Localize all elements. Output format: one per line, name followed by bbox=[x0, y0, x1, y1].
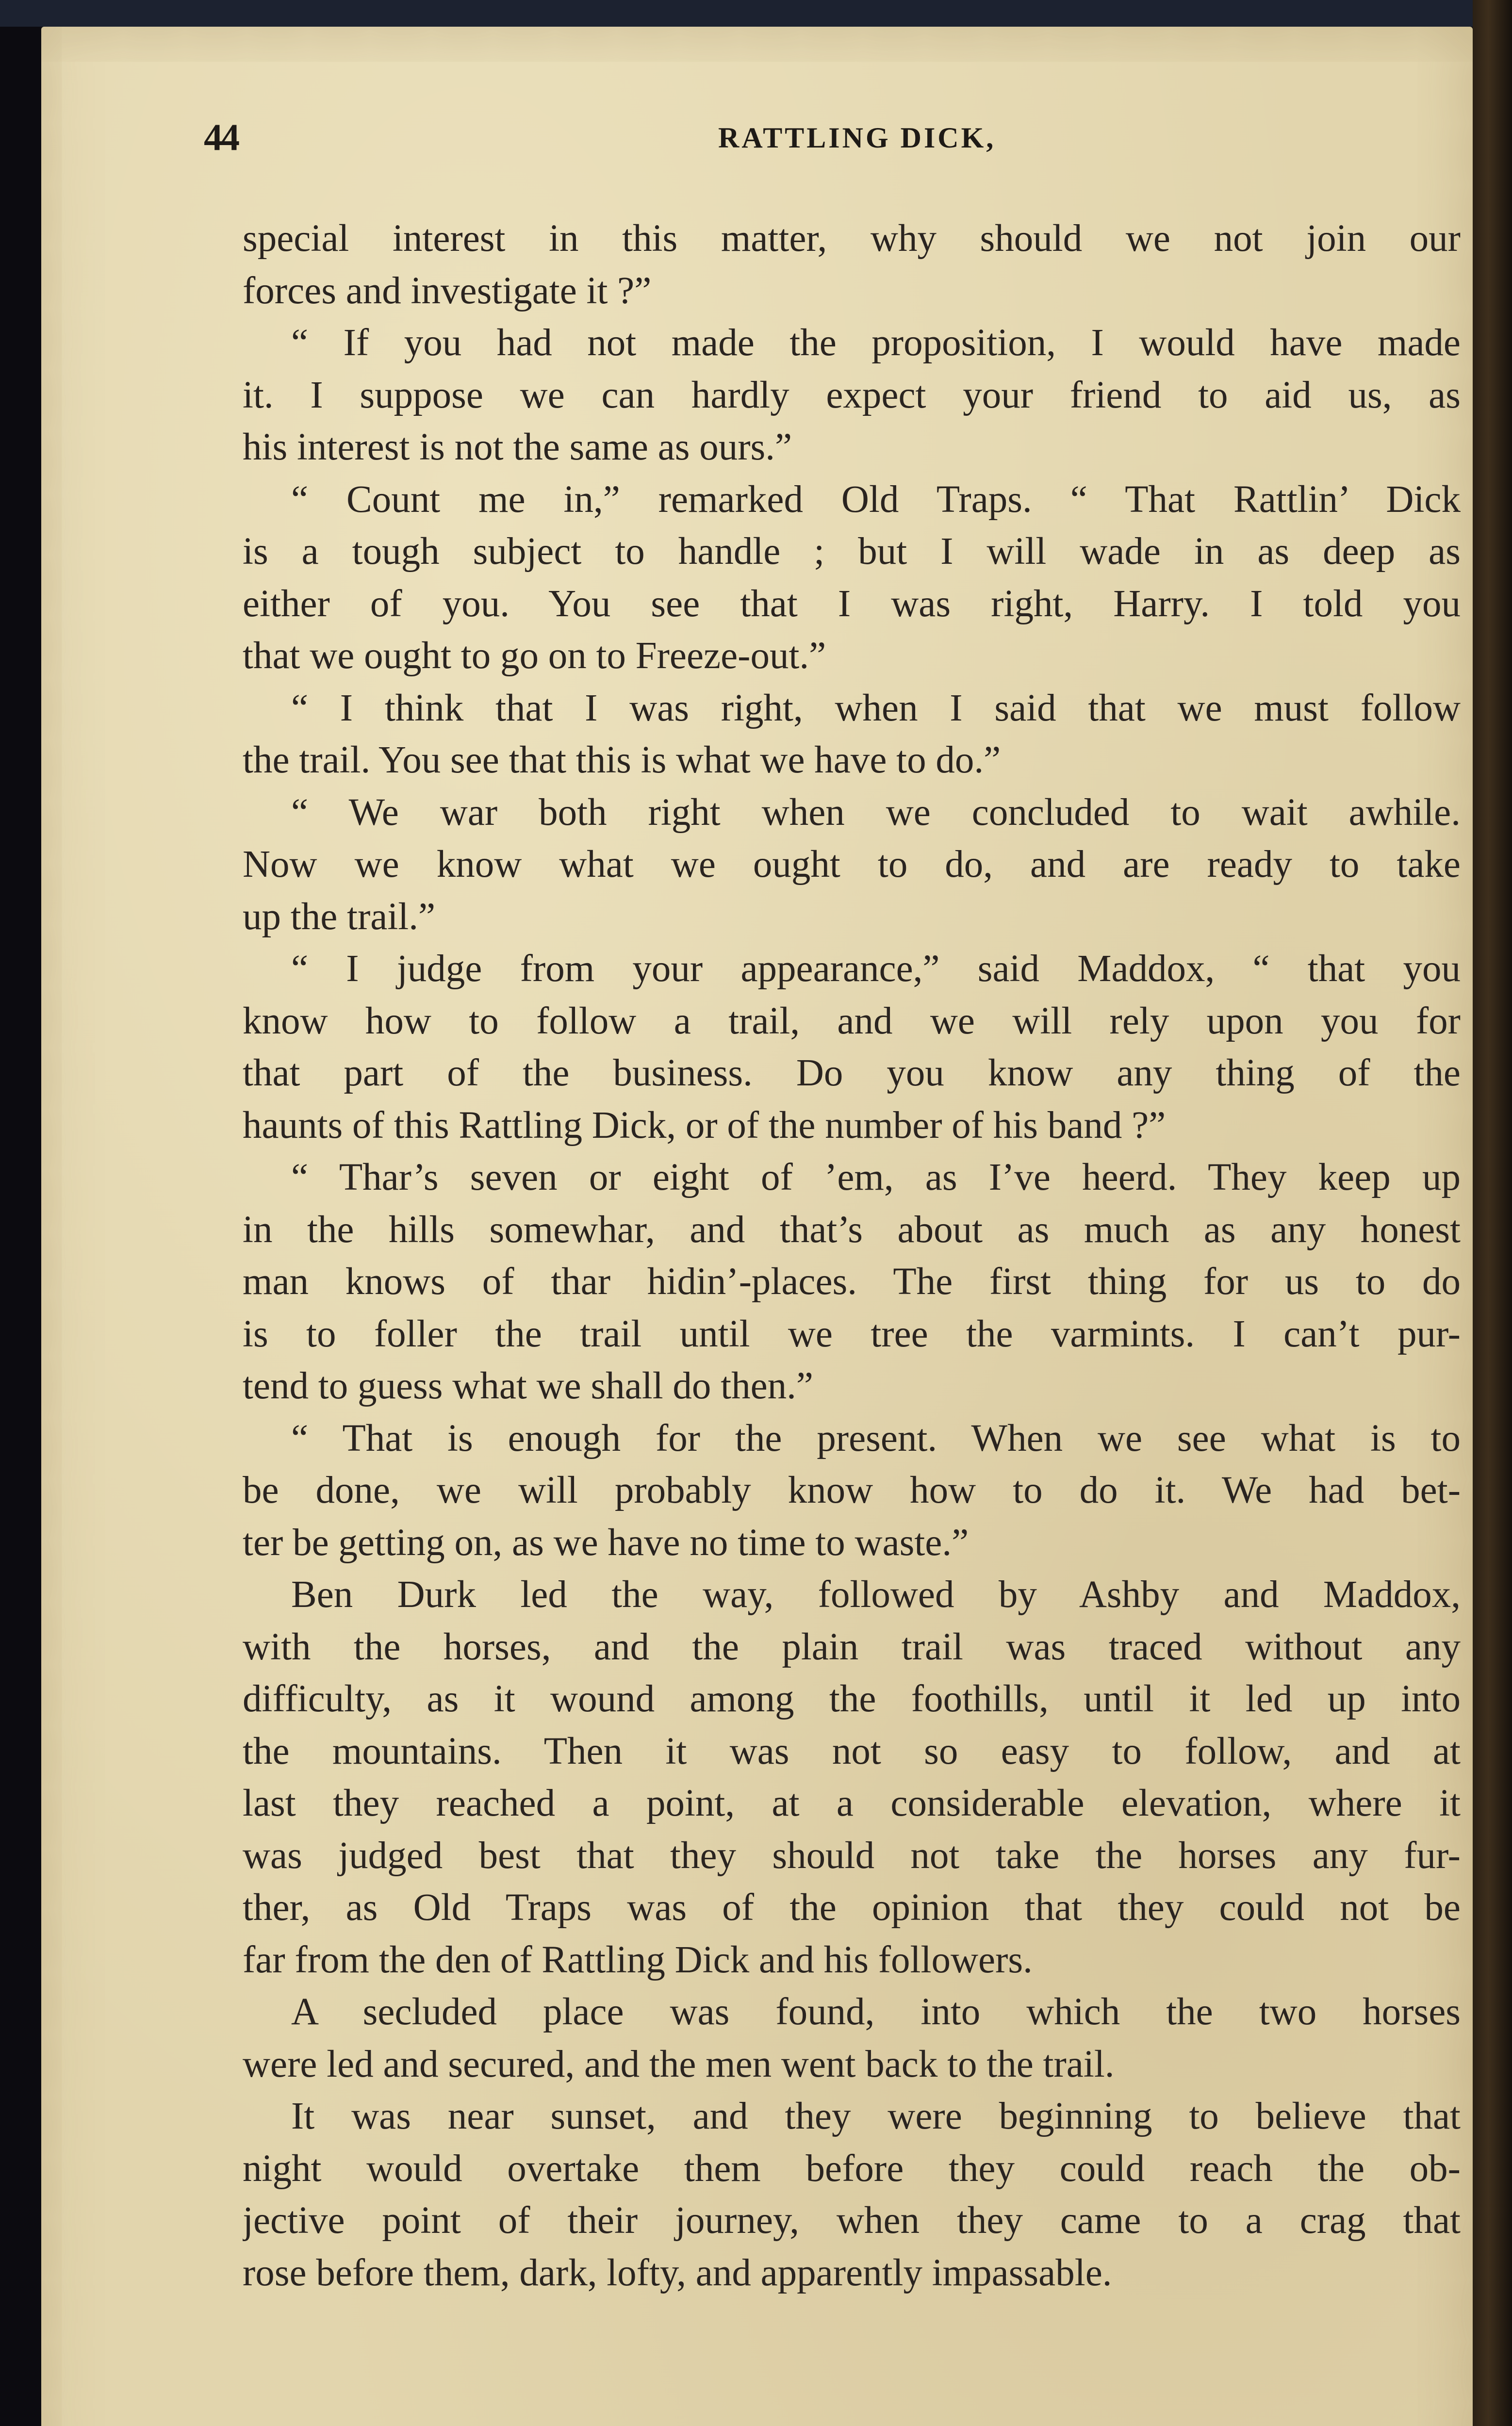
text-line: ter be getting on, as we have no time to waste.” bbox=[243, 1521, 969, 1564]
text-line: “ Count me in,” remarked Old Traps. “ That Rattlin’ Dick bbox=[291, 478, 1461, 521]
text-line: “ We war both right when we concluded to wait awhile. bbox=[291, 791, 1461, 834]
page-header bbox=[204, 115, 1465, 174]
text-line: know how to follow a trail, and we will rely upon you for bbox=[243, 1000, 1461, 1042]
text-line: jective point of their journey, when they came to a crag that bbox=[243, 2199, 1461, 2242]
book-spine-edge bbox=[1473, 0, 1512, 2426]
text-line: difficulty, as it wound among the foothills, until it led up into bbox=[243, 1678, 1461, 1720]
text-line: his interest is not the same as ours.” bbox=[243, 426, 792, 468]
page-number: 44 bbox=[204, 116, 238, 158]
text-line: special interest in this matter, why should we not join our bbox=[243, 217, 1461, 260]
text-line: last they reached a point, at a considerable elevation, where it bbox=[243, 1782, 1461, 1824]
text-line: far from the den of Rattling Dick and his followers. bbox=[243, 1938, 1033, 1981]
text-line: “ That is enough for the present. When we see what is to bbox=[291, 1417, 1461, 1459]
text-line: up the trail.” bbox=[243, 895, 436, 938]
scan-top-edge bbox=[0, 0, 1512, 27]
text-line: “ If you had not made the proposition, I would have made bbox=[291, 322, 1461, 364]
text-line: man knows of thar hidin’-places. The first thing for us to do bbox=[243, 1261, 1461, 1303]
text-line: “ I think that I was right, when I said that we must follow bbox=[291, 687, 1461, 729]
text-line: “ Thar’s seven or eight of ’em, as I’ve heerd. They keep up bbox=[291, 1156, 1461, 1198]
text-line: A secluded place was found, into which the two horses bbox=[291, 1991, 1461, 2033]
text-line: rose before them, dark, lofty, and apparently impassable. bbox=[243, 2251, 1112, 2294]
running-head: RATTLING DICK, bbox=[718, 122, 996, 154]
text-line: haunts of this Rattling Dick, or of the number of his band ?” bbox=[243, 1104, 1166, 1147]
body-text bbox=[243, 213, 1461, 2299]
text-line: the trail. You see that this is what we have to do.” bbox=[243, 739, 1001, 781]
text-line: is a tough subject to handle ; but I will wade in as deep as bbox=[243, 530, 1461, 573]
text-line: night would overtake them before they could reach the ob- bbox=[243, 2147, 1461, 2190]
text-line: “ I judge from your appearance,” said Maddox, “ that you bbox=[291, 948, 1461, 990]
text-line: Now we know what we ought to do, and are ready to take bbox=[243, 843, 1461, 885]
text-line: ther, as Old Traps was of the opinion that they could not be bbox=[243, 1886, 1461, 1929]
text-line: either of you. You see that I was right, Harry. I told you bbox=[243, 582, 1461, 625]
text-line: is to foller the trail until we tree the varmints. I can’t pur- bbox=[243, 1312, 1461, 1355]
text-line: were led and secured, and the men went back to the trail. bbox=[243, 2043, 1115, 2085]
text-line: It was near sunset, and they were beginning to believe that bbox=[291, 2095, 1461, 2137]
text-line: tend to guess what we shall do then.” bbox=[243, 1365, 813, 1407]
text-line: forces and investigate it ?” bbox=[243, 269, 652, 312]
text-line: Ben Durk led the way, followed by Ashby and Maddox, bbox=[291, 1574, 1461, 1616]
text-line: it. I suppose we can hardly expect your friend to aid us, as bbox=[243, 374, 1461, 416]
text-line: the mountains. Then it was not so easy to follow, and at bbox=[243, 1730, 1461, 1772]
text-line: be done, we will probably know how to do it. We had bet- bbox=[243, 1469, 1461, 1511]
text-line: that part of the business. Do you know any thing of the bbox=[243, 1052, 1461, 1094]
text-line: that we ought to go on to Freeze-out.” bbox=[243, 635, 826, 677]
text-line: was judged best that they should not take the horses any fur- bbox=[243, 1834, 1461, 1877]
text-line: in the hills somewhar, and that’s about as much as any honest bbox=[243, 1208, 1461, 1251]
text-line: with the horses, and the plain trail was traced without any bbox=[243, 1625, 1461, 1668]
